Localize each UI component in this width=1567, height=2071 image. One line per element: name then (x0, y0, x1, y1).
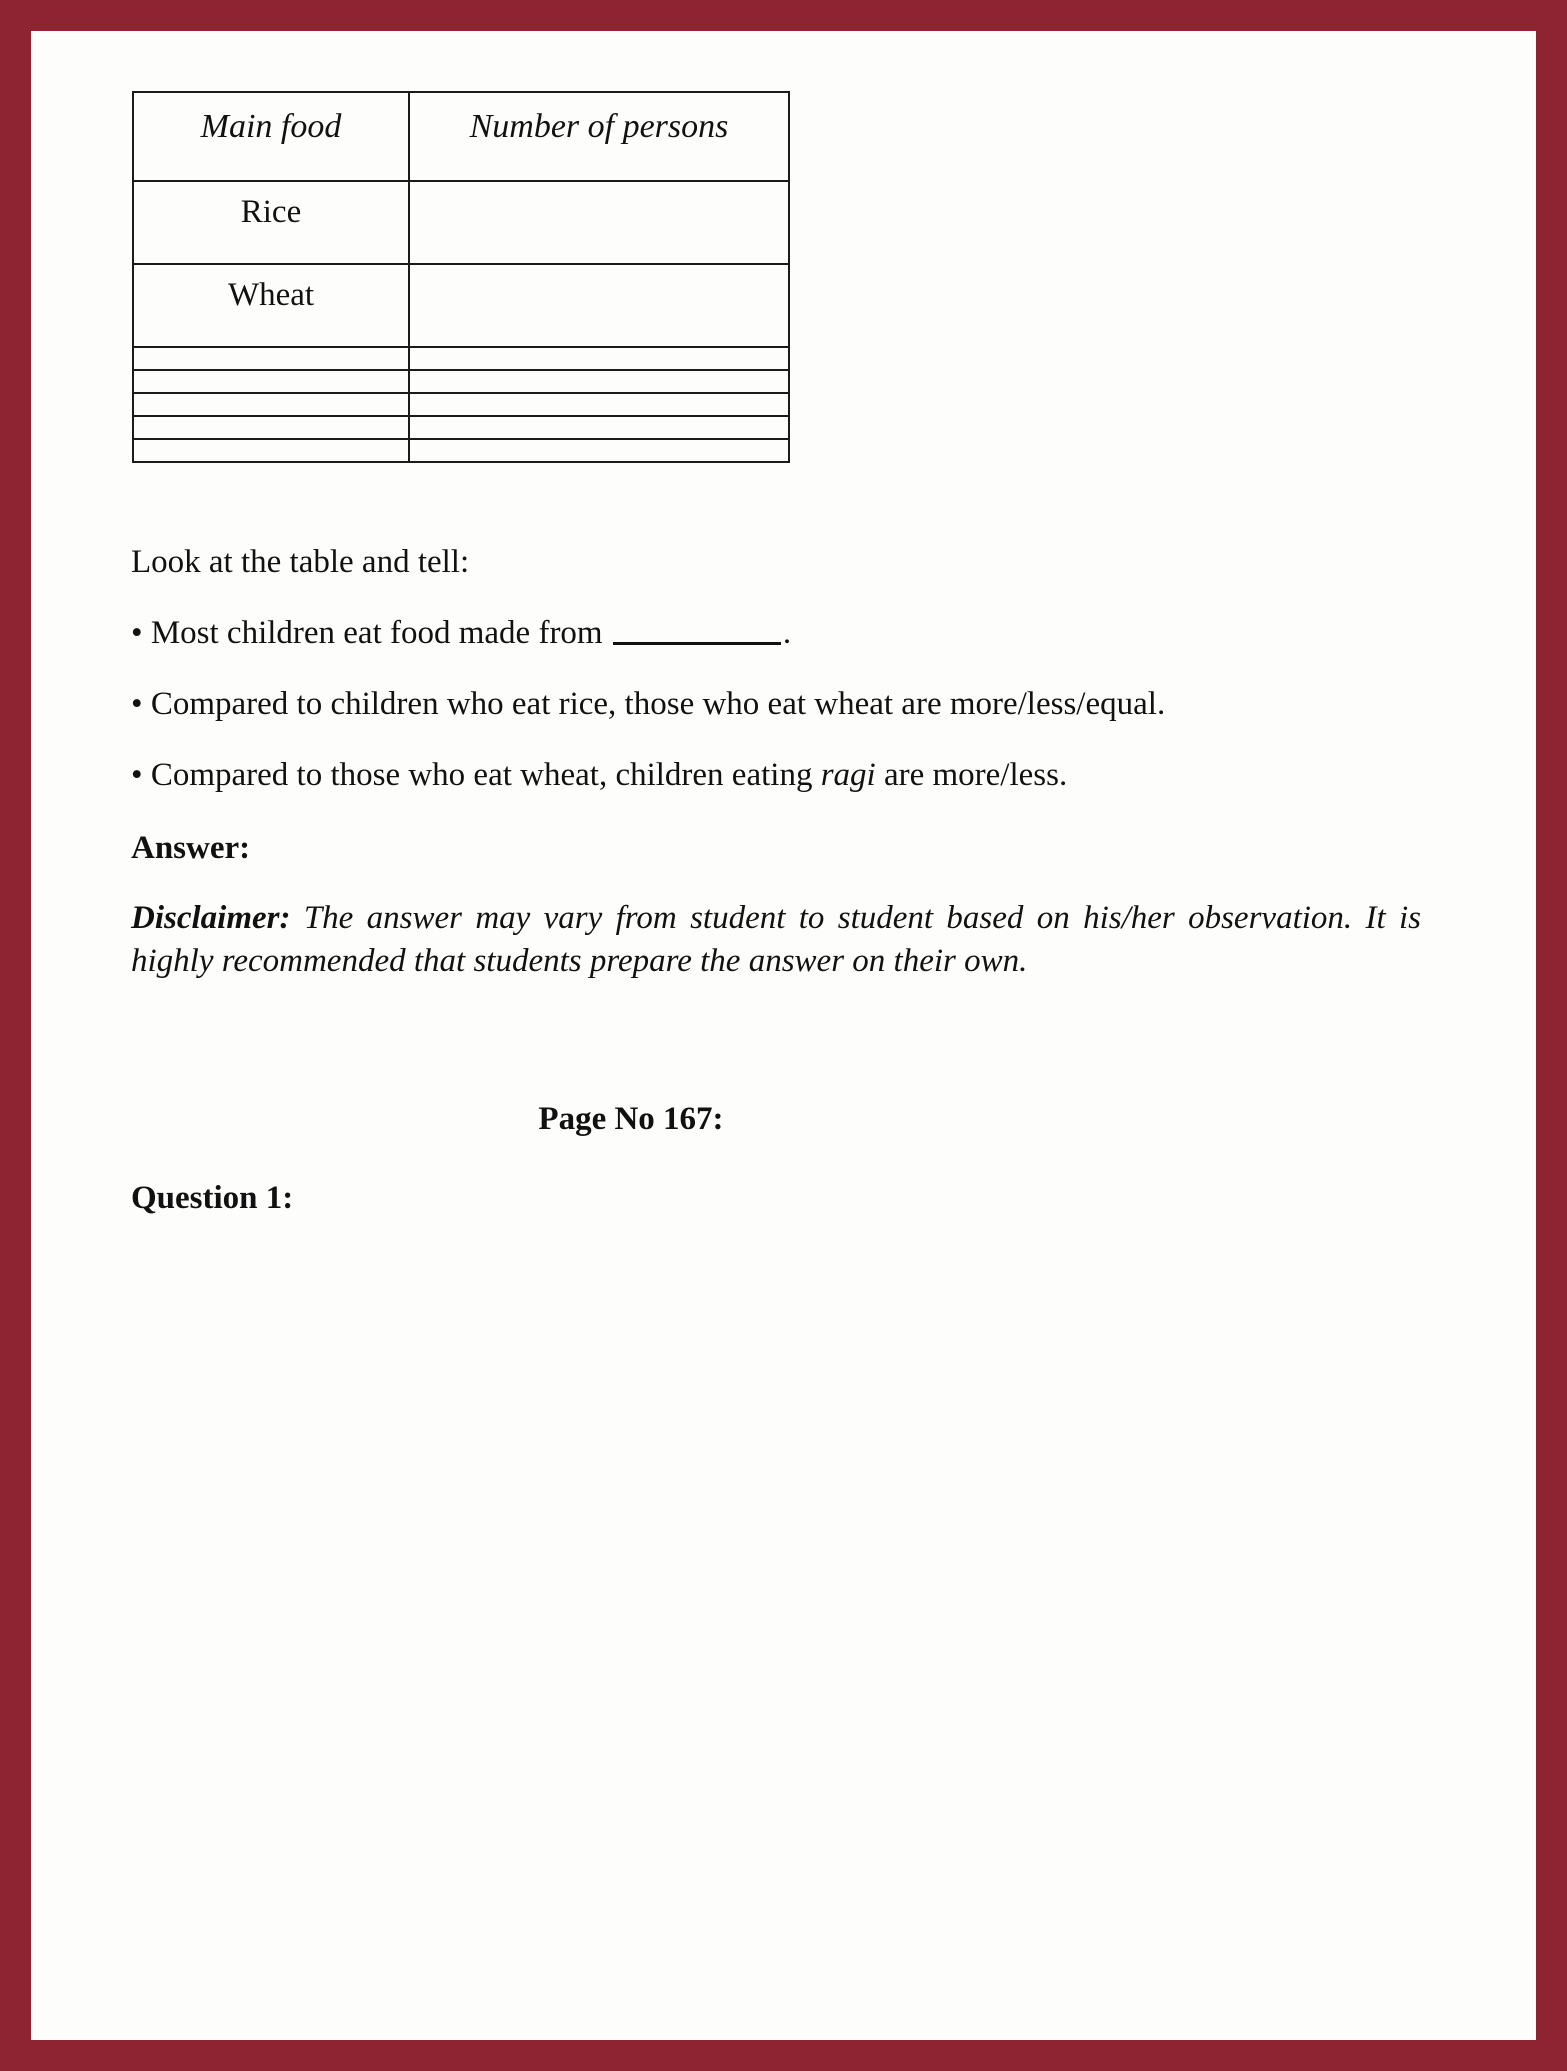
document-sheet (31, 31, 1536, 2040)
bullet-1-text-after: . (782, 614, 792, 651)
page-number-heading: Page No 167: (538, 1101, 724, 1138)
answer-label: Answer: (131, 829, 251, 866)
bullet-2-text: Compared to children who eat rice, those who eat wheat are more/less/equal. (150, 685, 1166, 722)
bullet-3-text-part2: are more/less. (883, 756, 1068, 793)
bullet-marker: • (131, 614, 143, 651)
disclaimer-paragraph (131, 897, 1421, 983)
table-cell-food-blank[interactable] (133, 370, 409, 393)
bullet-marker: • (131, 756, 143, 793)
bullet-item-1 (131, 612, 1421, 655)
table-row (133, 393, 789, 416)
bullet-3-italic-word: ragi (820, 756, 876, 793)
table-cell-count-blank[interactable] (409, 370, 789, 393)
table-header-row (133, 92, 789, 181)
table-cell-food-rice: Rice (133, 181, 409, 264)
table-cell-count-blank[interactable] (409, 416, 789, 439)
bullet-item-2 (131, 683, 1421, 726)
document-content (131, 91, 1421, 1250)
bullet-item-3 (131, 754, 1421, 797)
table-cell-food-wheat: Wheat (133, 264, 409, 347)
fill-in-blank[interactable] (613, 642, 781, 645)
disclaimer-label: Disclaimer: (131, 900, 291, 937)
table-cell-count-blank[interactable] (409, 439, 789, 462)
table-cell-food-blank[interactable] (133, 393, 409, 416)
question-label: Question 1: (131, 1180, 294, 1217)
table-cell-food-blank[interactable] (133, 439, 409, 462)
table-cell-count-rice[interactable] (409, 181, 789, 264)
table-row (133, 181, 789, 264)
disclaimer-text: The answer may vary from student to student based on his/her observation. It is highly recommended that students prepare the answer on their own. (131, 900, 1421, 980)
table-cell-count-wheat[interactable] (409, 264, 789, 347)
bullet-1-text-before: Most children eat food made from (150, 614, 603, 651)
main-food-table (132, 91, 790, 463)
table-row (133, 370, 789, 393)
table-cell-count-blank[interactable] (409, 347, 789, 370)
table-row (133, 264, 789, 347)
table-row (133, 439, 789, 462)
table-header-number-of-persons (409, 92, 789, 181)
table-row (133, 347, 789, 370)
table-header-number-of-persons-label: Number of persons (469, 108, 729, 145)
table-cell-food-blank[interactable] (133, 416, 409, 439)
table-header-main-food (133, 92, 409, 181)
table-row (133, 416, 789, 439)
bullet-marker: • (131, 685, 143, 722)
bullet-3-text-part1: Compared to those who eat wheat, children eating (150, 756, 813, 793)
instruction-text: Look at the table and tell: (131, 544, 470, 580)
table-cell-food-blank[interactable] (133, 347, 409, 370)
table-header-main-food-label: Main food (200, 108, 342, 145)
table-cell-count-blank[interactable] (409, 393, 789, 416)
